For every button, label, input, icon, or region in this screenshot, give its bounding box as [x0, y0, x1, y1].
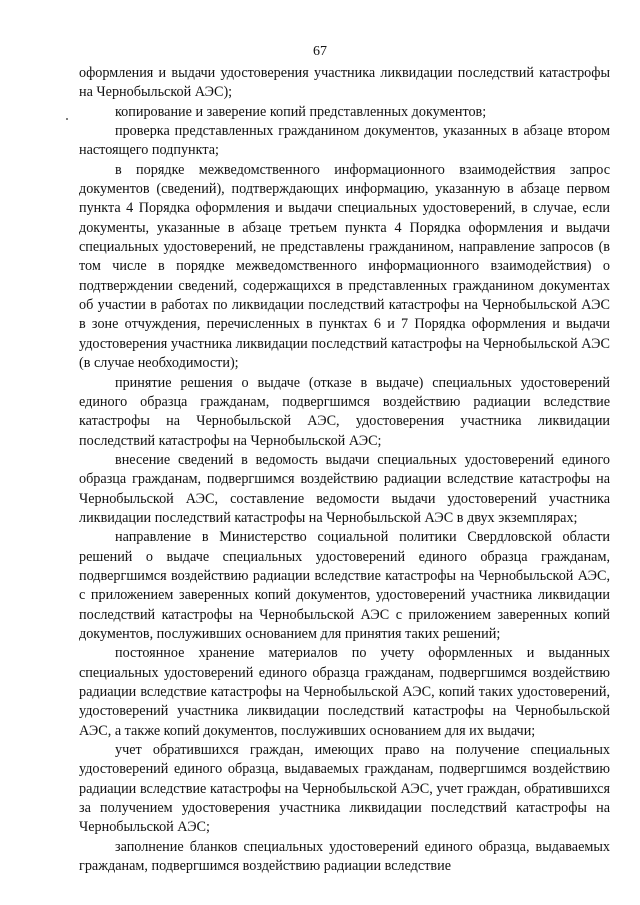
- page-number: 67: [313, 44, 327, 59]
- paragraph-ministry-submission: направление в Министерство социальной политики Свердловской области решений о выдаче специальных удостоверений единого образца гражданам, подвергшимся воздействию радиации вследствие катастрофы на Чернобыльской АЭС, с приложением заверенных копий документов, удостоверений участника ликвидации последствий катастрофы на Чернобыльской АЭС с приложением заверенных копий документов, послуживших основанием для принятия таких решений;: [79, 529, 610, 642]
- paragraph-form-filling: заполнение бланков специальных удостоверений единого образца, выдаваемых гражданам, подвергшимся воздействию радиации вследствие: [79, 838, 610, 875]
- paragraph-decision: принятие решения о выдаче (отказе в выдаче) специальных удостоверений единого образца гражданам, подвергшимся воздействию радиации вследствие катастрофы на Чернобыльской АЭС, удостоверения участника ликвидации последствий катастрофы на Чернобыльской АЭС;: [79, 374, 610, 449]
- document-body: [79, 64, 610, 876]
- paragraph-verification: проверка представленных гражданином документов, указанных в абзаце втором настоящего подпункта;: [79, 123, 610, 159]
- paragraph-storage: постоянное хранение материалов по учету оформленных и выданных специальных удостоверений единого образца гражданам, подвергшимся воздействию радиации вследствие катастрофы на Чернобыльской АЭС, копий таких удостоверений, удостоверений участника ликвидации последствий катастрофы на Чернобыльской АЭС, а также копий документов, послуживших основанием для их выдачи;: [79, 645, 610, 739]
- scan-speck: [66, 118, 68, 120]
- paragraph-copying: копирование и заверение копий представленных документов;: [115, 103, 487, 120]
- paragraph-continuation: оформления и выдачи удостоверения участника ликвидации последствий катастрофы на Чернобыльской АЭС);: [79, 65, 610, 101]
- paragraph-accounting: учет обратившихся граждан, имеющих право на получение специальных удостоверений единого образца, выдаваемых гражданам, подвергшимся воздействию радиации вследствие катастрофы на Чернобыльской АЭС, учет граждан, обратившихся за получением удостоверения участника ликвидации последствий катастрофы на Чернобыльской АЭС;: [79, 742, 610, 836]
- paragraph-interagency-request: в порядке межведомственного информационного взаимодействия запрос документов (сведений), подтверждающих информацию, указанную в абзаце первом пункта 4 Порядка оформления и выдачи специальных удостоверений, в случае, если документы, указанные в абзаце третьем пункта 4 Порядка оформления и выдачи специальных удостоверений, не представлены гражданином, направление запросов (в том числе в порядке межведомственного информационного взаимодействия) о подтверждении сведений, содержащихся в представленных гражданином документах об участии в работах по ликвидации последствий катастрофы на Чернобыльской АЭС в зоне отчуждения, перечисленных в пунктах 6 и 7 Порядка оформления и выдачи удостоверения участника ликвидации последствий катастрофы на Чернобыльской АЭС (в случае необходимости);: [79, 161, 610, 372]
- paragraph-register: внесение сведений в ведомость выдачи специальных удостоверений единого образца гражданам, подвергшимся воздействию радиации вследствие катастрофы на Чернобыльской АЭС, составление ведомости выдачи удостоверений участника ликвидации последствий катастрофы на Чернобыльской АЭС в двух экземплярах;: [79, 451, 610, 526]
